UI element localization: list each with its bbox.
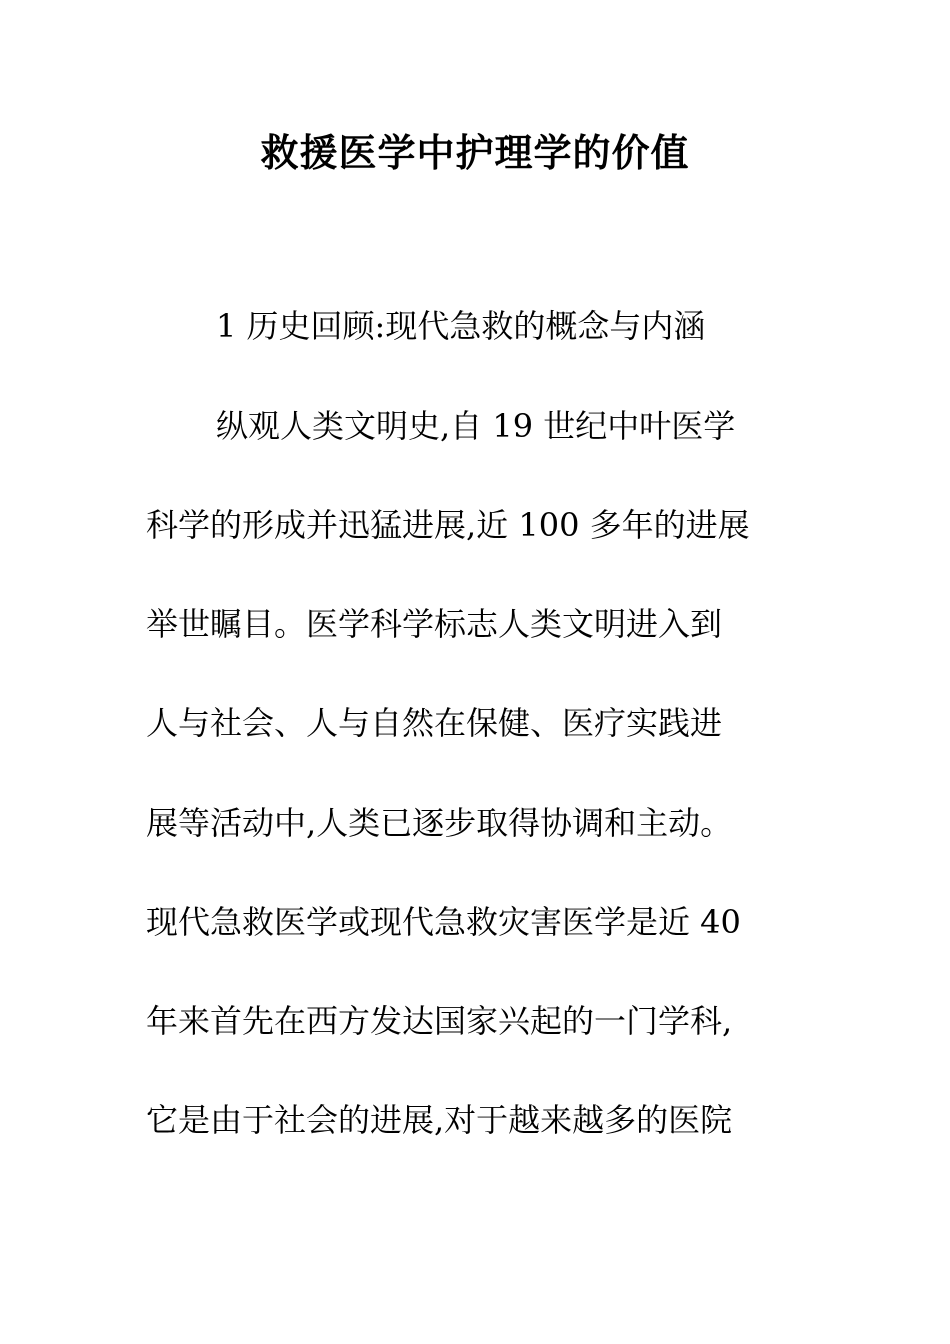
section-heading: 1 历史回顾:现代急救的概念与内涵 bbox=[216, 307, 706, 345]
paragraph-line-8: 它是由于社会的进展,对于越来越多的医院 bbox=[146, 1101, 733, 1139]
paragraph-line-2: 科学的形成并迅猛进展,近 100 多年的进展 bbox=[146, 506, 750, 544]
paragraph-line-7: 年来首先在西方发达国家兴起的一门学科, bbox=[146, 1002, 733, 1040]
paragraph-line-5: 展等活动中,人类已逐步取得协调和主动。 bbox=[146, 804, 733, 842]
document-title: 救援医学中护理学的价值 bbox=[260, 131, 690, 175]
paragraph-line-3: 举世瞩目。医学科学标志人类文明进入到 bbox=[146, 605, 723, 643]
paragraph-line-6: 现代急救医学或现代急救灾害医学是近 40 bbox=[146, 903, 741, 941]
paragraph-line-1: 纵观人类文明史,自 19 世纪中叶医学 bbox=[216, 407, 736, 445]
paragraph-line-4: 人与社会、人与自然在保健、医疗实践进 bbox=[146, 704, 723, 742]
